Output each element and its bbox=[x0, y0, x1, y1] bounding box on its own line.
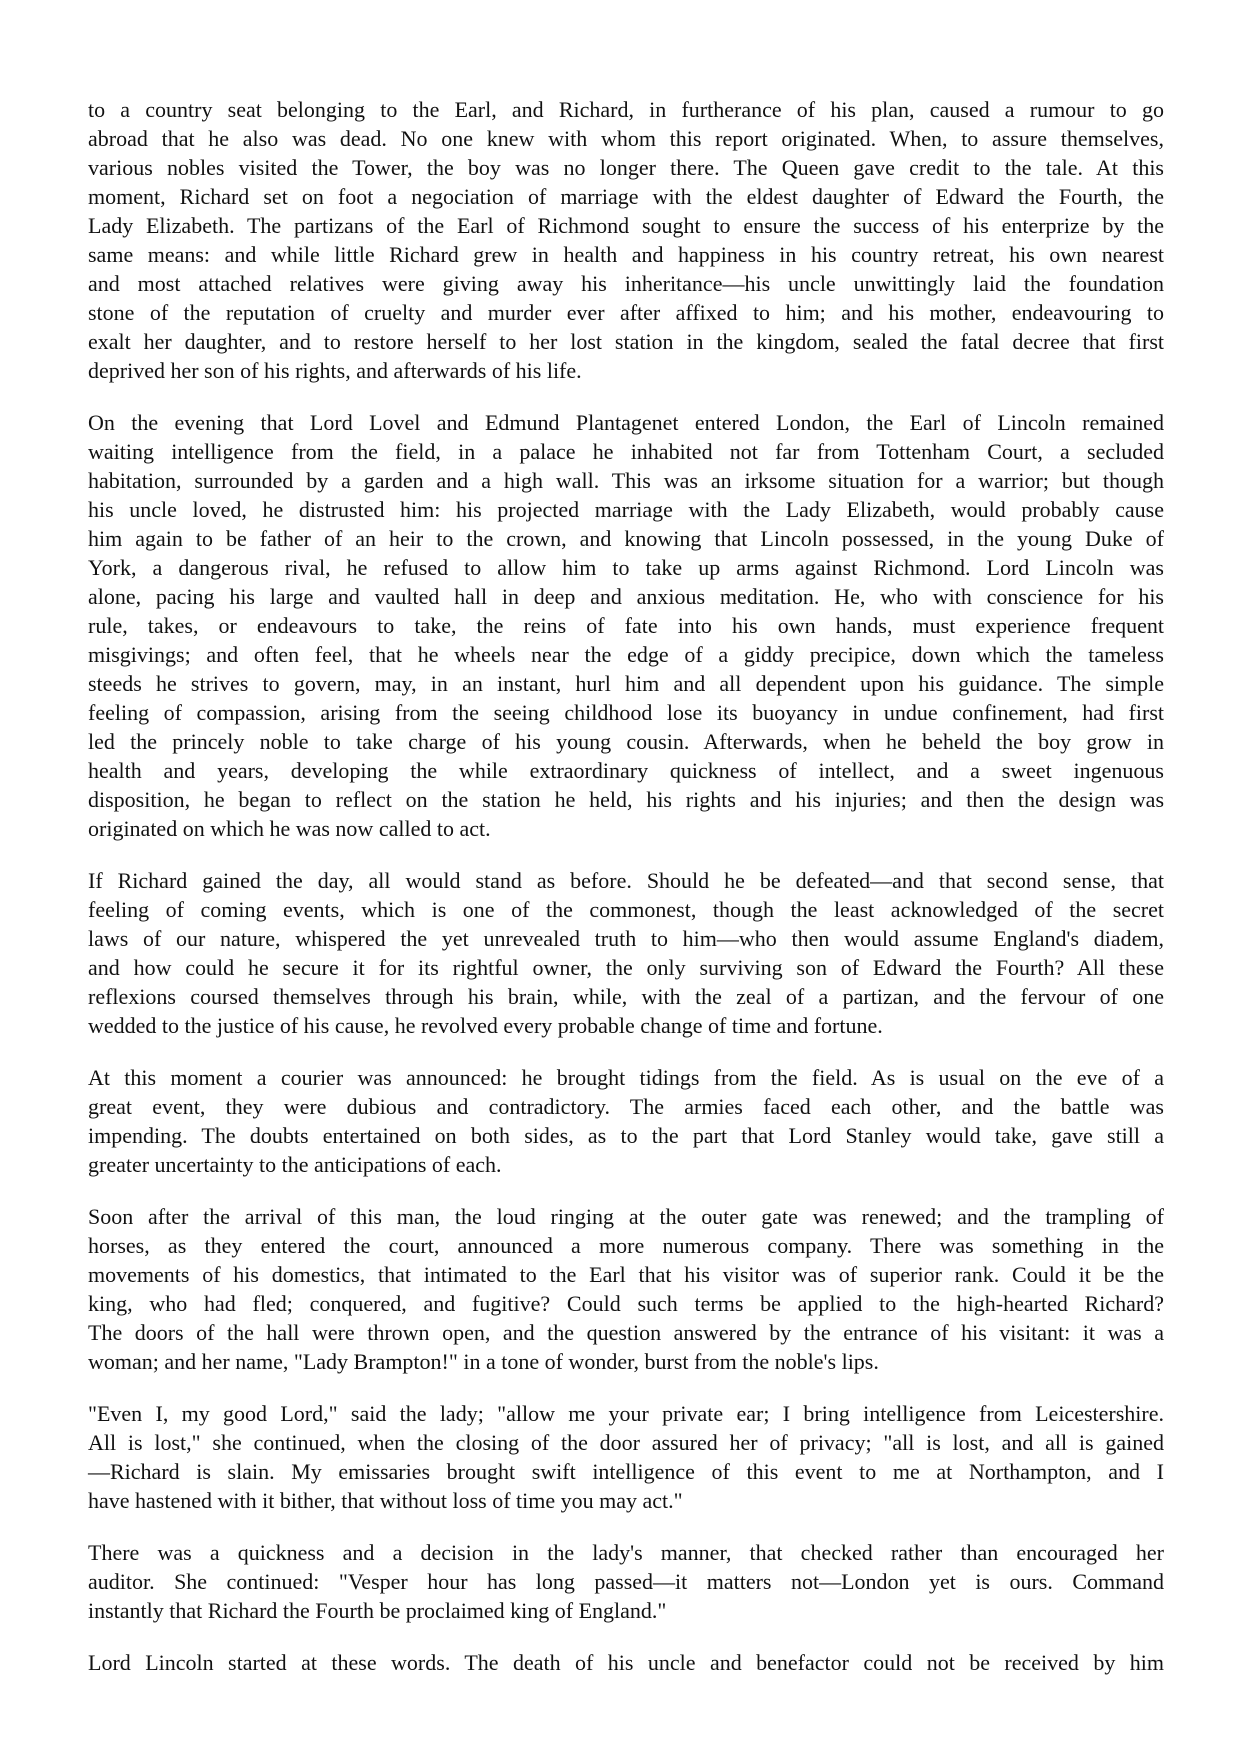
text-line: and how could he secure it for its rightful owner, the only surviving son of Edward the Fourth? All these bbox=[88, 955, 1164, 980]
text-line: At this moment a courier was announced: he brought tidings from the field. As is usual on the eve of a bbox=[88, 1065, 1164, 1090]
text-line: horses, as they entered the court, announced a more numerous company. There was something in the bbox=[88, 1233, 1164, 1258]
text-line: York, a dangerous rival, he refused to allow him to take up arms against Richmond. Lord Lincoln was bbox=[88, 555, 1164, 580]
text-line: auditor. She continued: "Vesper hour has long passed—it matters not—London yet is ours. Command bbox=[88, 1569, 1164, 1594]
text-line: alone, pacing his large and vaulted hall in deep and anxious meditation. He, who with conscience for his bbox=[88, 584, 1164, 609]
text-line: Lady Elizabeth. The partizans of the Earl of Richmond sought to ensure the success of his enterprize by the bbox=[88, 213, 1164, 238]
text-line: and most attached relatives were giving away his inheritance—his uncle unwittingly laid the foundation bbox=[88, 271, 1164, 296]
text-line: waiting intelligence from the field, in a palace he inhabited not far from Tottenham Court, a secluded bbox=[88, 439, 1164, 464]
text-line: exalt her daughter, and to restore herself to her lost station in the kingdom, sealed the fatal decree that first bbox=[88, 329, 1164, 354]
text-line: abroad that he also was dead. No one knew with whom this report originated. When, to assure themselves, bbox=[88, 126, 1164, 151]
text-line: laws of our nature, whispered the yet unrevealed truth to him—who then would assume England's diadem, bbox=[88, 926, 1164, 951]
paragraph bbox=[88, 1648, 1164, 1677]
paragraph bbox=[88, 1063, 1164, 1179]
text-line: habitation, surrounded by a garden and a high wall. This was an irksome situation for a warrior; but though bbox=[88, 468, 1164, 493]
paragraph bbox=[88, 1538, 1164, 1625]
text-line: great event, they were dubious and contradictory. The armies faced each other, and the battle was bbox=[88, 1094, 1164, 1119]
text-line: All is lost," she continued, when the closing of the door assured her of privacy; "all is lost, and all is gained bbox=[88, 1430, 1164, 1455]
text-line: —Richard is slain. My emissaries brought swift intelligence of this event to me at Northampton, and I bbox=[88, 1459, 1164, 1484]
text-line: There was a quickness and a decision in the lady's manner, that checked rather than encouraged her bbox=[88, 1540, 1164, 1565]
text-line: steeds he strives to govern, may, in an instant, hurl him and all dependent upon his guidance. The simple bbox=[88, 671, 1164, 696]
text-line: "Even I, my good Lord," said the lady; "allow me your private ear; I bring intelligence from Leicestershire. bbox=[88, 1401, 1164, 1426]
paragraph bbox=[88, 866, 1164, 1040]
text-line: impending. The doubts entertained on both sides, as to the part that Lord Stanley would take, gave still a bbox=[88, 1123, 1164, 1148]
text-line: reflexions coursed themselves through his brain, while, with the zeal of a partizan, and the fervour of one bbox=[88, 984, 1164, 1009]
text-line: Lord Lincoln started at these words. The death of his uncle and benefactor could not be received by him bbox=[88, 1650, 1164, 1675]
text-line: woman; and her name, "Lady Brampton!" in a tone of wonder, burst from the noble's lips. bbox=[88, 1349, 879, 1374]
text-line: his uncle loved, he distrusted him: his projected marriage with the Lady Elizabeth, would probably cause bbox=[88, 497, 1164, 522]
text-line: On the evening that Lord Lovel and Edmund Plantagenet entered London, the Earl of Lincoln remained bbox=[88, 410, 1164, 435]
paragraph bbox=[88, 95, 1164, 385]
paragraph bbox=[88, 1202, 1164, 1376]
text-line: If Richard gained the day, all would stand as before. Should he be defeated—and that second sense, that bbox=[88, 868, 1164, 893]
text-line: wedded to the justice of his cause, he revolved every probable change of time and fortune. bbox=[88, 1013, 883, 1038]
text-line: misgivings; and often feel, that he wheels near the edge of a giddy precipice, down which the tameless bbox=[88, 642, 1164, 667]
paragraph bbox=[88, 408, 1164, 843]
text-line: to a country seat belonging to the Earl, and Richard, in furtherance of his plan, caused a rumour to go bbox=[88, 97, 1164, 122]
text-line: stone of the reputation of cruelty and murder ever after affixed to him; and his mother, endeavouring to bbox=[88, 300, 1164, 325]
text-line: movements of his domestics, that intimated to the Earl that his visitor was of superior rank. Could it be the bbox=[88, 1262, 1164, 1287]
paragraph bbox=[88, 1399, 1164, 1515]
text-line: greater uncertainty to the anticipations of each. bbox=[88, 1152, 502, 1177]
text-line: same means: and while little Richard grew in health and happiness in his country retreat, his own nearest bbox=[88, 242, 1164, 267]
text-line: feeling of coming events, which is one of the commonest, though the least acknowledged of the secret bbox=[88, 897, 1164, 922]
text-line: various nobles visited the Tower, the boy was no longer there. The Queen gave credit to the tale. At this bbox=[88, 155, 1164, 180]
text-line: rule, takes, or endeavours to take, the reins of fate into his own hands, must experience frequent bbox=[88, 613, 1164, 638]
text-line: health and years, developing the while extraordinary quickness of intellect, and a sweet ingenuous bbox=[88, 758, 1164, 783]
text-line: led the princely noble to take charge of his young cousin. Afterwards, when he beheld the boy grow in bbox=[88, 729, 1164, 754]
text-line: The doors of the hall were thrown open, and the question answered by the entrance of his visitant: it was a bbox=[88, 1320, 1164, 1345]
text-line: disposition, he began to reflect on the station he held, his rights and his injuries; and then the design was bbox=[88, 787, 1164, 812]
document-page bbox=[88, 95, 1164, 1700]
text-line: him again to be father of an heir to the crown, and knowing that Lincoln possessed, in the young Duke of bbox=[88, 526, 1164, 551]
text-line: instantly that Richard the Fourth be proclaimed king of England." bbox=[88, 1598, 667, 1623]
text-line: feeling of compassion, arising from the seeing childhood lose its buoyancy in undue confinement, had first bbox=[88, 700, 1164, 725]
text-line: have hastened with it bither, that without loss of time you may act." bbox=[88, 1488, 683, 1513]
text-line: originated on which he was now called to act. bbox=[88, 816, 491, 841]
text-line: deprived her son of his rights, and afterwards of his life. bbox=[88, 358, 582, 383]
text-line: Soon after the arrival of this man, the loud ringing at the outer gate was renewed; and the trampling of bbox=[88, 1204, 1164, 1229]
text-line: king, who had fled; conquered, and fugitive? Could such terms be applied to the high-hearted Richard? bbox=[88, 1291, 1164, 1316]
text-line: moment, Richard set on foot a negociation of marriage with the eldest daughter of Edward the Fourth, the bbox=[88, 184, 1164, 209]
